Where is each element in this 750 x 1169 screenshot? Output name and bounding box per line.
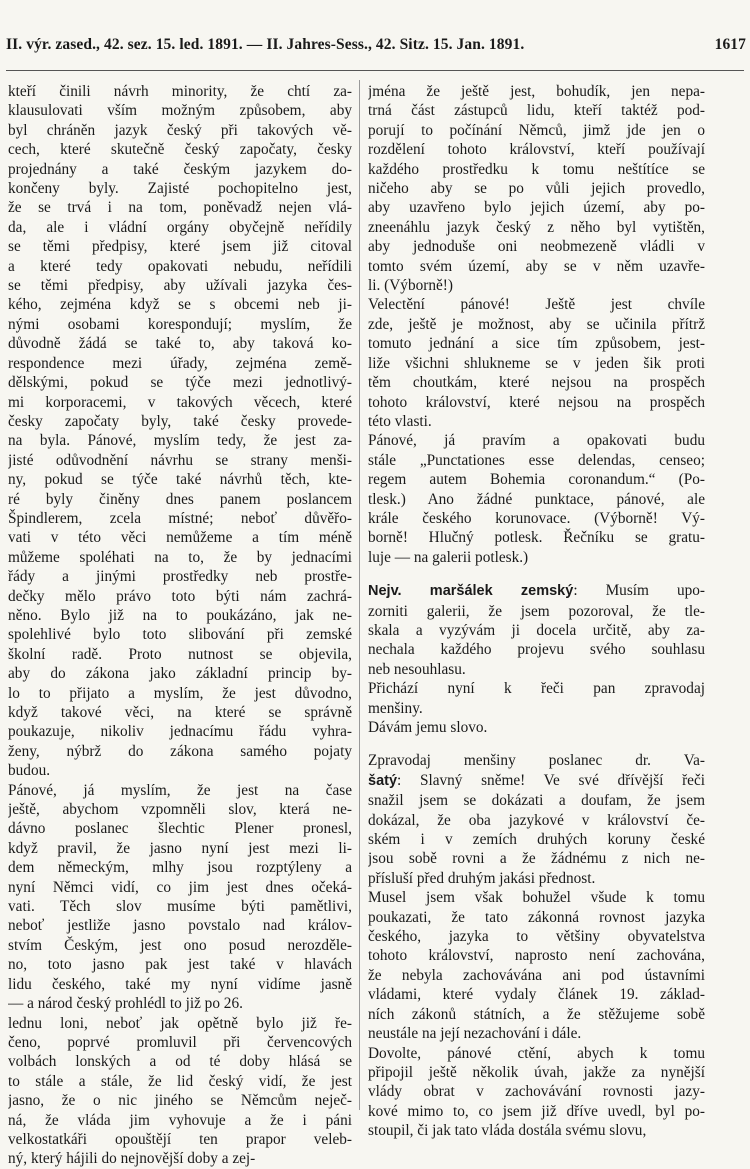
text-line: neboť jestliže jasno povstalo nad králov- bbox=[8, 917, 352, 935]
text-line: můžeme spoléhati na to, že by jednacími bbox=[8, 548, 352, 566]
text-line: stále „Punctationes esse delendas, censeo; bbox=[368, 451, 705, 469]
text-line: ském i v zemích druhých koruny české bbox=[368, 831, 705, 849]
text-line: velkostatkáři opouštějí ten prapor veleb- bbox=[8, 1130, 352, 1148]
text-line: Dávám jemu slovo. bbox=[368, 719, 488, 736]
page-number: 1617 bbox=[714, 36, 746, 53]
text-line: regem autem Bohemia coronandum.“ (Po- bbox=[368, 471, 705, 489]
text-line: řády a jinými prostředky neb prostře- bbox=[8, 568, 352, 586]
text-line: menšiny. bbox=[368, 699, 423, 717]
text-line: zorniti galerii, že jsem pozoroval, že tle- bbox=[368, 602, 705, 620]
text-line: tohoto království, naprosto není zachována, bbox=[368, 947, 705, 965]
text-line: stvím Českým, jest ono posud nerozděle- bbox=[8, 936, 352, 954]
text-line: něno. Bylo již na to poukázáno, jak ne- bbox=[8, 606, 352, 624]
text-line: dávno poslanec šlechtic Plener pronesl, bbox=[8, 820, 352, 838]
text-line: Pánové, já myslím, že jest na čase bbox=[8, 781, 352, 799]
text-line: Přichází nyní k řeči pan zpravodaj bbox=[368, 680, 705, 698]
text-line: aby uzavřeno bylo jejich území, aby po- bbox=[368, 199, 705, 217]
text-line: že nebyla zachovávána ani pod ústavními bbox=[368, 966, 705, 984]
text-line: ničeho aby se po vůli jejich provedlo, bbox=[368, 180, 705, 198]
text-line: zde, ještě je možnost, aby se učinila přítrž bbox=[368, 315, 705, 333]
text-line: dokázal, že oba jazykové v království če- bbox=[368, 811, 705, 829]
text-line-rest: : Slavný sněme! Ve své dřívější řeči bbox=[397, 771, 705, 789]
text-line: čeno, poprvé promluvil při červencových bbox=[8, 1033, 352, 1051]
text-line: tomto svém území, aby se v něm uzavře- bbox=[368, 257, 705, 275]
text-line: poukazati, že tato zákonná rovnost jazyka bbox=[368, 908, 705, 926]
text-line-rest: Zpravodaj menšiny poslanec dr. Va- bbox=[368, 752, 705, 770]
speaker-name: Nejv. maršálek zemský bbox=[368, 583, 574, 600]
text-line: da, ale i vládní orgány obyčejně neřídily bbox=[8, 218, 352, 236]
text-line: Pánové, já pravím a opakovati budu bbox=[368, 432, 705, 450]
text-line: nými osobami korespondují; myslím, že bbox=[8, 315, 352, 333]
header-rule bbox=[6, 70, 744, 71]
text-line: aby do zákona jako základní princip by- bbox=[8, 665, 352, 683]
text-line: neb nesouhlasu. bbox=[368, 660, 466, 678]
text-line: jména že ještě jest, bohudík, jen nepa- bbox=[368, 83, 705, 100]
column-divider bbox=[359, 80, 360, 1110]
text-line-rest: : Musím upo- bbox=[573, 582, 705, 600]
text-line: ré byly činěny dnes panem poslancem bbox=[8, 490, 352, 508]
text-line: dělskými, pokud se týče mezi jednotlivý- bbox=[8, 374, 352, 392]
text-line: to stále a stále, že lid český vidí, že jest bbox=[8, 1072, 352, 1090]
text-line: mi korporacemi, v takových věcech, které bbox=[8, 393, 352, 411]
text-line: klausulovati vším možným způsobem, aby bbox=[8, 102, 352, 120]
text-line: Špindlerem, zcela místné; neboť důvěřo- bbox=[8, 509, 352, 527]
text-line: a které tedy opakovati nebudu, neřídili bbox=[8, 257, 352, 275]
text-line: vládami, které vydaly článek 19. základ- bbox=[368, 986, 705, 1004]
text-line: důvodně žádá se také to, aby taková ko- bbox=[8, 335, 352, 353]
text-line: přísluší před druhým jakási přednost. bbox=[368, 869, 596, 887]
text-line: dem německým, mlhy jsou rozptýleny a bbox=[8, 859, 352, 877]
text-line: porují to počínání Němců, jimž jde jen o bbox=[368, 121, 705, 139]
text-line bbox=[368, 751, 705, 770]
text-line: Velectění pánové! Ještě jest chvíle bbox=[368, 296, 705, 314]
text-line: každého prostředku k tomu neštítíce se bbox=[368, 160, 705, 178]
text-line: snažil jsem se dokázati a doufam, že jsem bbox=[368, 792, 705, 810]
text-line: cech, které skutečně český započaty, česky bbox=[8, 141, 352, 159]
text-line: Musel jsem však bohužel všude k tomu bbox=[368, 889, 705, 907]
text-line: vlády obrat v zachovávání rovnosti jazy- bbox=[368, 1083, 705, 1101]
text-line: neustále na její nezachování i dále. bbox=[368, 1025, 582, 1043]
text-line: jisté odůvodnění návrhu se strany menši- bbox=[8, 451, 352, 469]
text-line: poukazuje, nikoliv jednacímu řádu vyhra- bbox=[8, 723, 352, 741]
text-line: nechala každého projevu svého souhlasu bbox=[368, 641, 705, 659]
text-line: nyní Němci vidí, co jim jest dnes očeká- bbox=[8, 878, 352, 896]
text-line: lo to přijato a myslím, že jest důvodno, bbox=[8, 684, 352, 702]
right-column bbox=[368, 82, 705, 1141]
text-line: lidu českého, také my nyní vidíme jasně bbox=[8, 975, 352, 993]
text-line: ná, že vláda jim vyhovuje a že i páni bbox=[8, 1111, 352, 1129]
text-line: se těmi předpisy, aby užívali jazyka čes- bbox=[8, 277, 352, 295]
text-line: stoupil, či jak tato vláda dostála svému slovu, bbox=[368, 1122, 647, 1140]
text-line: se těmi předpisy, které jsem již citoval bbox=[8, 238, 352, 256]
text-line: aby jednoduše oni neobmezeně vládli v bbox=[368, 238, 705, 256]
text-line: když takové věci, na které se správně bbox=[8, 704, 352, 721]
text-line: — a národ český prohlédl to již po 26. bbox=[8, 995, 243, 1013]
text-line: byl chráněn jazyk český při takových vě- bbox=[8, 121, 352, 139]
text-line: tomuto jednání a sice tím způsobem, jest- bbox=[368, 335, 705, 353]
text-line: končeny byly. Zajisté pochopitelno jest, bbox=[8, 180, 352, 198]
text-line: no, toto jasno pak jest také v hlavách bbox=[8, 956, 352, 974]
text-line: dečky mělo právo toto býti nám zachrá- bbox=[8, 587, 352, 605]
text-line: kové mimo to, co jsem již dříve uvedl, byl po- bbox=[368, 1102, 705, 1120]
text-line bbox=[368, 581, 705, 601]
text-line: těm choutkám, které nejsou na prospěch bbox=[368, 374, 705, 392]
text-line: ještě, abychom vzpomněli slov, která ne- bbox=[8, 801, 352, 819]
paragraph-block bbox=[368, 602, 705, 738]
left-column bbox=[8, 82, 352, 1169]
text-line: skala a vyzývám ji docela určitě, aby za- bbox=[368, 621, 705, 639]
text-line: tlesk.) Ano žádné punktace, pánové, ale bbox=[368, 490, 705, 508]
text-line: borně! Hlučný potlesk. Řečníku se gratu- bbox=[368, 529, 705, 547]
text-line: respondence mezi úřady, zejména země- bbox=[8, 354, 352, 372]
text-line: rozdělení tohoto království, kteří používají bbox=[368, 141, 705, 159]
text-line: projednány a také českým jazykem do- bbox=[8, 160, 352, 178]
paragraph-block bbox=[368, 791, 705, 1140]
text-line: volbách lonských a od té doby hlásá se bbox=[8, 1053, 352, 1071]
text-line: na byla. Pánové, myslím tedy, že jest za- bbox=[8, 432, 352, 450]
text-line: luje — na galerii potlesk.) bbox=[368, 548, 529, 566]
text-line: spolehlivé bylo toto slibování při zemské bbox=[8, 626, 352, 644]
text-line: li. (Výborně!) bbox=[368, 277, 453, 295]
text-line: zneenáhlu jazyk český z něho byl vytištěn, bbox=[368, 218, 705, 236]
text-line: připojil ještě několik úvah, jakže za nynější bbox=[368, 1063, 705, 1081]
text-line: krále českého korunovace. (Výborně! Vý- bbox=[368, 509, 705, 527]
text-line: jasno, že o nic jiného se Němcům neječ- bbox=[8, 1092, 352, 1110]
text-line: kteří činili návrh minority, že chtí za- bbox=[8, 83, 352, 100]
text-line: budou. bbox=[8, 762, 51, 780]
speaker-name: šatý bbox=[368, 772, 398, 789]
text-line: této vlasti. bbox=[368, 412, 432, 430]
text-line: Dovolte, pánové ctění, abych k tomu bbox=[368, 1044, 705, 1062]
text-line: ný, který hájili do nejnovější doby a zej- bbox=[8, 1150, 256, 1168]
text-line: kého, zejména když se s obcemi neb ji- bbox=[8, 296, 352, 314]
text-line: jsou sobě rovni a že žádnému z nich ne- bbox=[368, 850, 705, 868]
text-line bbox=[368, 771, 705, 791]
text-line: tohoto království, které nejsou na prospěch bbox=[368, 393, 705, 411]
text-line: vati. Těch slov musíme býti pamětlivi, bbox=[8, 898, 352, 916]
paragraph-block bbox=[368, 82, 705, 567]
text-line: vati v této věci nemůžeme a tím méně bbox=[8, 529, 352, 547]
text-line: ny, pokud se týče také návrhů těch, kte- bbox=[8, 471, 352, 489]
text-line: školní radě. Proto nutnost se objevila, bbox=[8, 645, 352, 663]
text-line: když pravil, že jasno nyní jest mezi li- bbox=[8, 839, 352, 857]
text-line: česky započaty byly, také česky provede- bbox=[8, 412, 352, 430]
text-line: trná část zástupců lidu, kteří taktéž pod- bbox=[368, 102, 705, 120]
running-header bbox=[6, 36, 746, 70]
text-line: lednu loni, neboť jak opětně bylo již ře- bbox=[8, 1014, 352, 1032]
text-line: ženy, nýbrž do zákona samého pojaty bbox=[8, 742, 352, 760]
text-line: že se trvá i na tom, poněvadž nejen vlá- bbox=[8, 199, 352, 217]
text-line: ních zákonů státních, a že stěžujeme sobě bbox=[368, 1005, 705, 1023]
text-line: liže všichni shlukneme se v jeden šik proti bbox=[368, 354, 705, 372]
header-title: II. výr. zased., 42. sez. 15. led. 1891. — II. Jahres-Sess., 42. Sitz. 15. Jan. 1891. bbox=[6, 36, 525, 53]
text-line: českého, jazyka to většiny obyvatelstva bbox=[368, 928, 705, 946]
